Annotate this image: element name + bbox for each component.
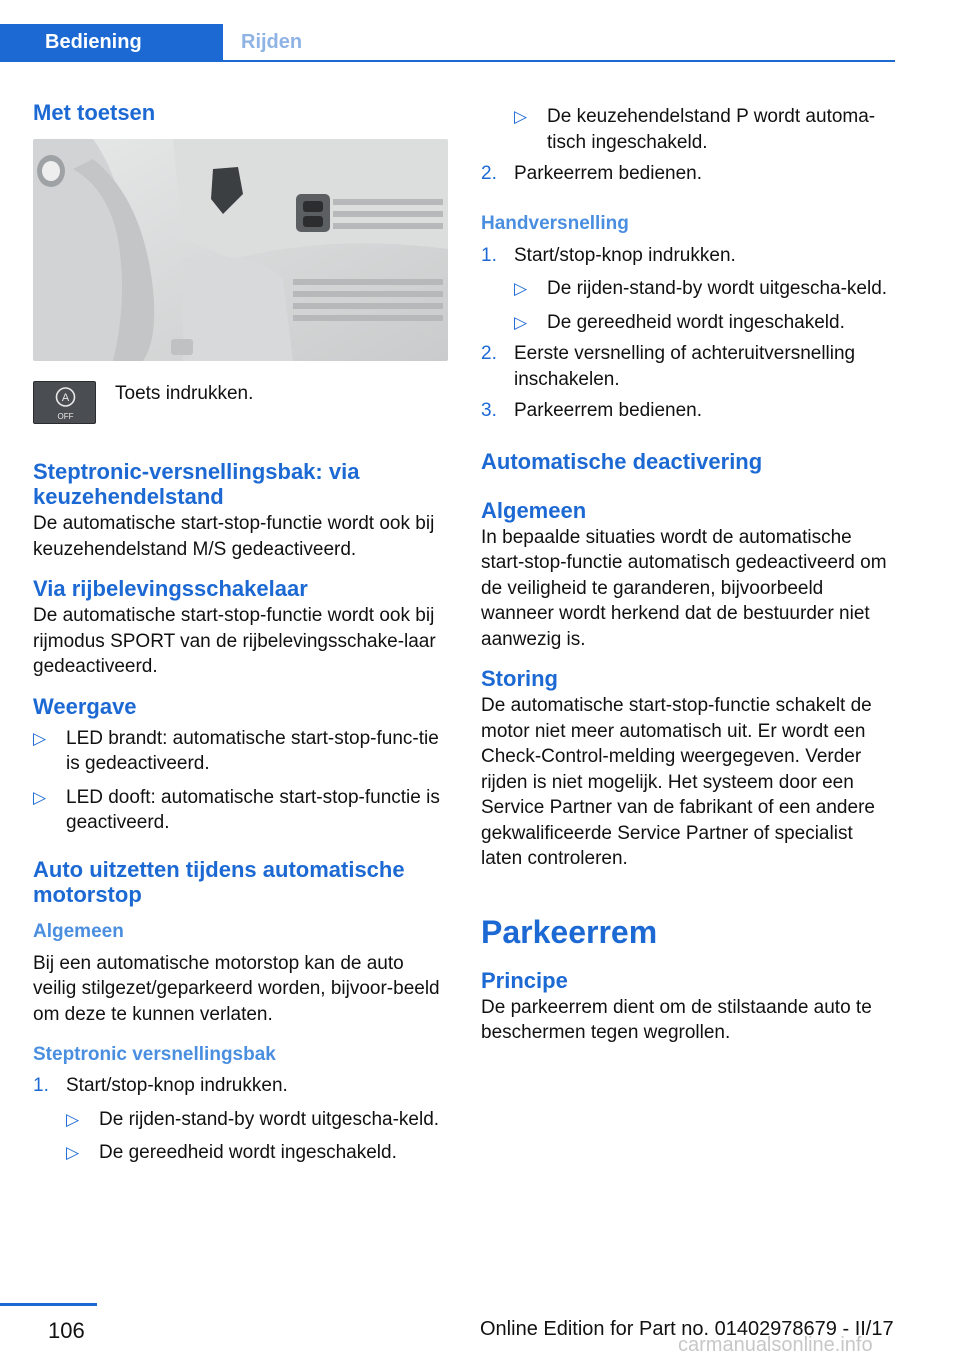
watermark: carmanualsonline.info: [678, 1334, 873, 1356]
heading-storing: Storing: [481, 666, 558, 691]
chapter-tabbar: [0, 24, 895, 62]
step-number: 3.: [481, 400, 497, 421]
steptronic-steps: [33, 1073, 448, 1166]
heading-steptronic-bak: Steptronic versnellingsbak: [33, 1044, 276, 1065]
list-item: [481, 243, 893, 336]
paragraph-algemeen-left: Bij een automatische motorstop kan de auto veilig stilgezet/geparkeerd worden, bijvoor-beeld om deze te kunnen verlaten.: [33, 952, 440, 1025]
heading-steptronic-keuzehendel: Steptronic-versnellingsbak: via keuzehendelstand: [33, 459, 360, 509]
list-item: ▷ De rijden-stand-by wordt uitgescha-keld.: [514, 276, 893, 302]
triangle-bullet-icon: ▷: [514, 107, 528, 126]
step-number: 1.: [33, 1075, 49, 1096]
sub-list: [66, 1107, 448, 1166]
right-column: [481, 104, 893, 1046]
heading-algemeen-left: Algemeen: [33, 920, 124, 942]
step-number: 2.: [481, 163, 497, 184]
footer-rule: [0, 1303, 97, 1306]
list-item: [481, 341, 893, 392]
heading-met-toetsen: Met toetsen: [33, 100, 156, 125]
paragraph-principe: De parkeerrem dient om de stilstaande auto te beschermen tegen wegrollen.: [481, 996, 872, 1043]
left-column: [33, 100, 448, 1166]
tab-rijden[interactable]: Rijden: [241, 31, 303, 53]
step-number: 2.: [481, 343, 497, 364]
heading-principe: Principe: [481, 967, 568, 993]
start-stop-off-button-icon: [33, 381, 96, 424]
step-text: Parkeerrem bedienen.: [514, 400, 702, 421]
tab-bediening[interactable]: Bediening: [0, 24, 223, 61]
list-item: [481, 398, 893, 424]
heading-weergave: Weergave: [33, 693, 137, 719]
triangle-bullet-icon: ▷: [66, 1143, 80, 1162]
step-number: 1.: [481, 244, 497, 266]
page-number: 106: [48, 1318, 85, 1343]
off-button-row: [33, 381, 448, 433]
list-item: ▷ De gereedheid wordt ingeschakeld.: [66, 1140, 448, 1166]
list-item: ▷ De keuzehendelstand P wordt automa-tisch ingeschakeld.: [514, 106, 876, 153]
weergave-list: [33, 726, 448, 836]
heading-rijbeleving: Via rijbelevingsschakelaar: [33, 576, 308, 601]
list-item: [481, 161, 893, 187]
heading-parkeerrem: Parkeerrem: [481, 913, 658, 950]
hand-steps: [481, 243, 893, 424]
heading-auto-uitzetten: Auto uitzetten tijdens automatische motorstop: [33, 856, 405, 907]
step-text: Start/stop-knop indrukken.: [66, 1075, 288, 1096]
step-text: Start/stop-knop indrukken.: [514, 244, 736, 266]
heading-handversnelling: Handversnelling: [481, 212, 629, 234]
dashboard-photo: [33, 139, 448, 361]
paragraph-algemeen-right: In bepaalde situaties wordt de automatische start-stop-functie automatisch gedeactiveerd om de veiligheid te garanderen, bijvoorbeeld wanneer wordt herkend dat de bestuurder niet aanwezig is.: [481, 526, 887, 650]
step-text: Eerste versnelling of achteruitversnelling inschakelen.: [514, 343, 856, 390]
triangle-bullet-icon: ▷: [33, 787, 47, 807]
list-item: ▷ De gereedheid wordt ingeschakeld.: [514, 310, 893, 336]
continued-steps: [481, 161, 893, 187]
triangle-bullet-icon: ▷: [33, 728, 47, 748]
button-caption: Toets indrukken.: [115, 383, 254, 404]
step-text: Parkeerrem bedienen.: [514, 163, 702, 184]
off-label: OFF: [57, 412, 74, 421]
paragraph-storing: De automatische start-stop-functie schakelt de motor niet meer automatisch uit. Er wordt een Check-Control-melding weergegeven. Verder rijden is niet mogelijk. Het systeem door een Service Partner van de fabrikant of een andere gekwalificeerde Service Partner of specialist laten controleren.: [481, 695, 875, 869]
sub-list: [514, 276, 893, 335]
heading-algemeen-right: Algemeen: [481, 497, 587, 523]
list-item: ▷ LED dooft: automatische start-stop-functie is geactiveerd.: [33, 786, 440, 833]
paragraph-steptronic: De automatische start-stop-functie wordt ook bij keuzehendelstand M/S gedeactiveerd.: [33, 513, 435, 560]
list-item: ▷ De rijden-stand-by wordt uitgescha-keld.: [66, 1107, 448, 1133]
paragraph-rijbeleving: De automatische start-stop-functie wordt ook bij rijmodus SPORT van de rijbelevingsschake-laar gedeactiveerd.: [33, 605, 436, 677]
svg-text:A: A: [61, 392, 70, 404]
list-item: [33, 1073, 448, 1166]
heading-automatische-deactivering: Automatische deactivering: [481, 448, 763, 474]
triangle-bullet-icon: ▷: [66, 1109, 80, 1129]
edition-line: Online Edition for Part no. 01402978679 - II/17: [480, 1318, 894, 1340]
list-item: ▷ LED brandt: automatische start-stop-func-tie is gedeactiveerd.: [33, 727, 439, 774]
triangle-bullet-icon: ▷: [514, 312, 528, 332]
triangle-bullet-icon: ▷: [514, 279, 528, 298]
continued-sub-list: [481, 104, 893, 155]
